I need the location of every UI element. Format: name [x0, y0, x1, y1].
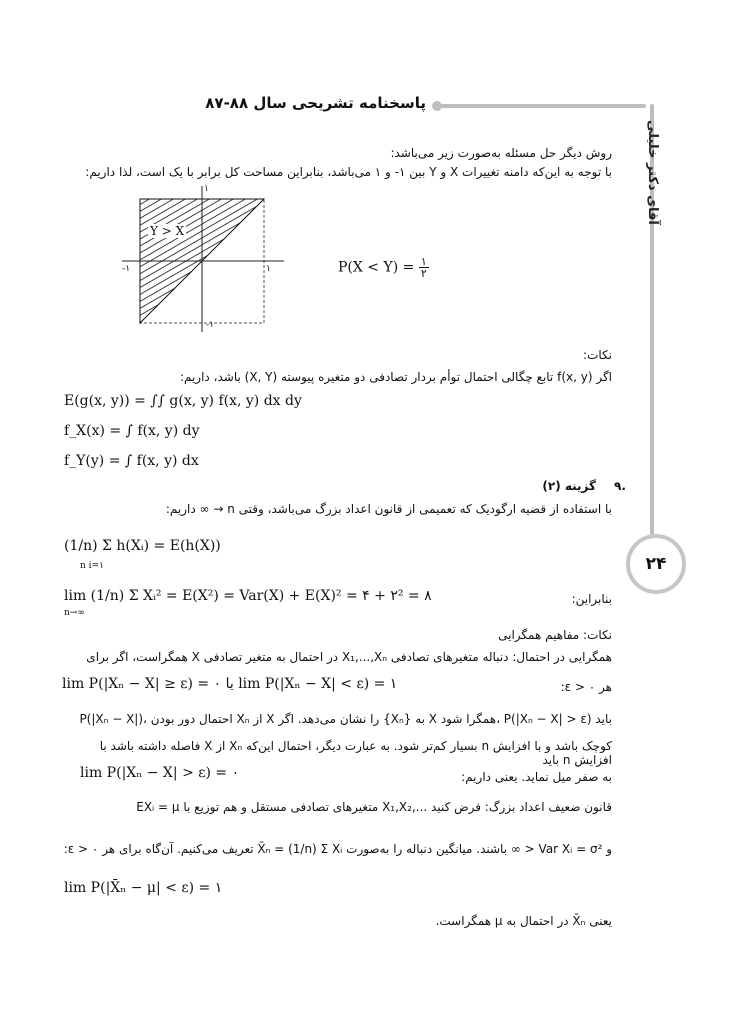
ergodic-text: با استفاده از قضیه ارگودیک که تعمیمی از قانون اعداد بزرگ می‌باشد، وقتی n → ∞ داریم:	[165, 502, 612, 516]
marginal-y-formula: f_Y(y) = ∫ f(x, y) dx	[64, 453, 199, 469]
weak-law-text: قانون ضعیف اعداد بزرگ: فرض کنید ...,X₁,X₂ متغیرهای تصادفی مستقل و هم توزیع با EXᵢ = μ	[136, 800, 612, 814]
ergodic-sum-limits: n i=۱	[80, 561, 104, 571]
page-number: ۲۴	[626, 534, 686, 594]
page-title: پاسخنامه تشریحی سال ۸۸-۸۷	[205, 94, 426, 112]
ergodic-formula: (1/n) Σ h(Xᵢ) = E(h(X))	[64, 538, 221, 554]
region-figure	[118, 182, 288, 334]
weak-law-formula: lim P(|X̄ₙ − μ| < ε) = ۱	[64, 880, 223, 896]
question-number: .۹	[614, 479, 626, 493]
region-label: Y > X	[150, 224, 185, 238]
convergence-heading: نکات: مفاهیم همگرایی	[498, 628, 612, 642]
weak-law-conclusion: یعنی X̄ₙ در احتمال به μ همگراست.	[435, 914, 612, 928]
tail-limit-formula: lim P(|Xₙ − X| > ε) = ۰	[80, 765, 240, 781]
limit-subscript: n→∞	[64, 608, 85, 618]
convergence-limit-formula: lim P(|Xₙ − X| ≥ ε) = ۰ یا lim P(|Xₙ − X| < ε) = ۱	[62, 676, 398, 692]
intro-text: روش دیگر حل مسئله به‌صورت زیر می‌باشد:	[390, 146, 612, 160]
tick-right: ۱	[266, 264, 271, 274]
header-rule-dot	[432, 101, 442, 111]
author-name: آقای دکتر خلیلی	[645, 120, 660, 225]
expectation-formula: E(g(x, y)) = ∫∫ g(x, y) f(x, y) dx dy	[64, 393, 302, 409]
second-moment-formula: lim (1/n) Σ Xᵢ² = E(X²) = Var(X) + E(X)² = ۴ + ۲² = ۸	[64, 588, 432, 604]
result-fraction: $\frac{۱}{۲}$	[420, 255, 427, 280]
marginal-x-formula: f_X(x) = ∫ f(x, y) dy	[64, 423, 200, 439]
epsilon-condition: هر ε > ۰:	[560, 680, 612, 694]
sample-mean-text: و Var Xᵢ = σ² < ∞ باشند. میانگین دنباله را به‌صورت X̄ₙ = (1/n) Σ Xᵢ تعریف می‌کنیم. آن‌گاه برای هر ε > ۰:	[63, 842, 612, 856]
range-text: با توجه به این‌که دامنه تغییرات X و Y بین ۱- و ۱ می‌باشد، بنابراین مساحت کل برابر با یک است، لذا داریم:	[85, 165, 612, 179]
tick-top: ۱	[204, 184, 209, 194]
probability-result	[338, 256, 429, 279]
result-lhs: P(X < Y) =	[338, 259, 415, 276]
tick-left: -۱	[122, 264, 131, 274]
therefore-label: بنابراین:	[571, 592, 612, 606]
convergence-definition: همگرایی در احتمال: دنباله متغیرهای تصادفی X₁,...,Xₙ در احتمال به متغیر تصادفی X همگراست، اگر برای	[86, 650, 612, 664]
header-rule	[440, 104, 646, 108]
tick-bottom: -۱	[206, 320, 215, 330]
joint-density-text: اگر f(x, y) تابع چگالی احتمال توأم بردار تصادفی دو متغیره پیوسته (X, Y) باشد، داریم:	[179, 370, 612, 384]
convergence-explanation-2: کوچک باشد و با افزایش n بسیار کم‌تر شود. به عبارت دیگر، احتمال این‌که Xₙ از X فاصله داشته باشد با افزایش n باید	[99, 739, 612, 767]
convergence-explanation-1: P(|Xₙ − X|)، احتمال دور بودن Xₙ از X را نشان می‌دهد. اگر {Xₙ} به X همگرا شود، P(|Xₙ − X| > ε) باید	[79, 712, 612, 726]
convergence-explanation-3: به صفر میل نماید. یعنی داریم:	[461, 770, 612, 784]
notes-heading: نکات:	[583, 348, 612, 362]
answer-option: گزینه (۲)	[542, 479, 596, 493]
